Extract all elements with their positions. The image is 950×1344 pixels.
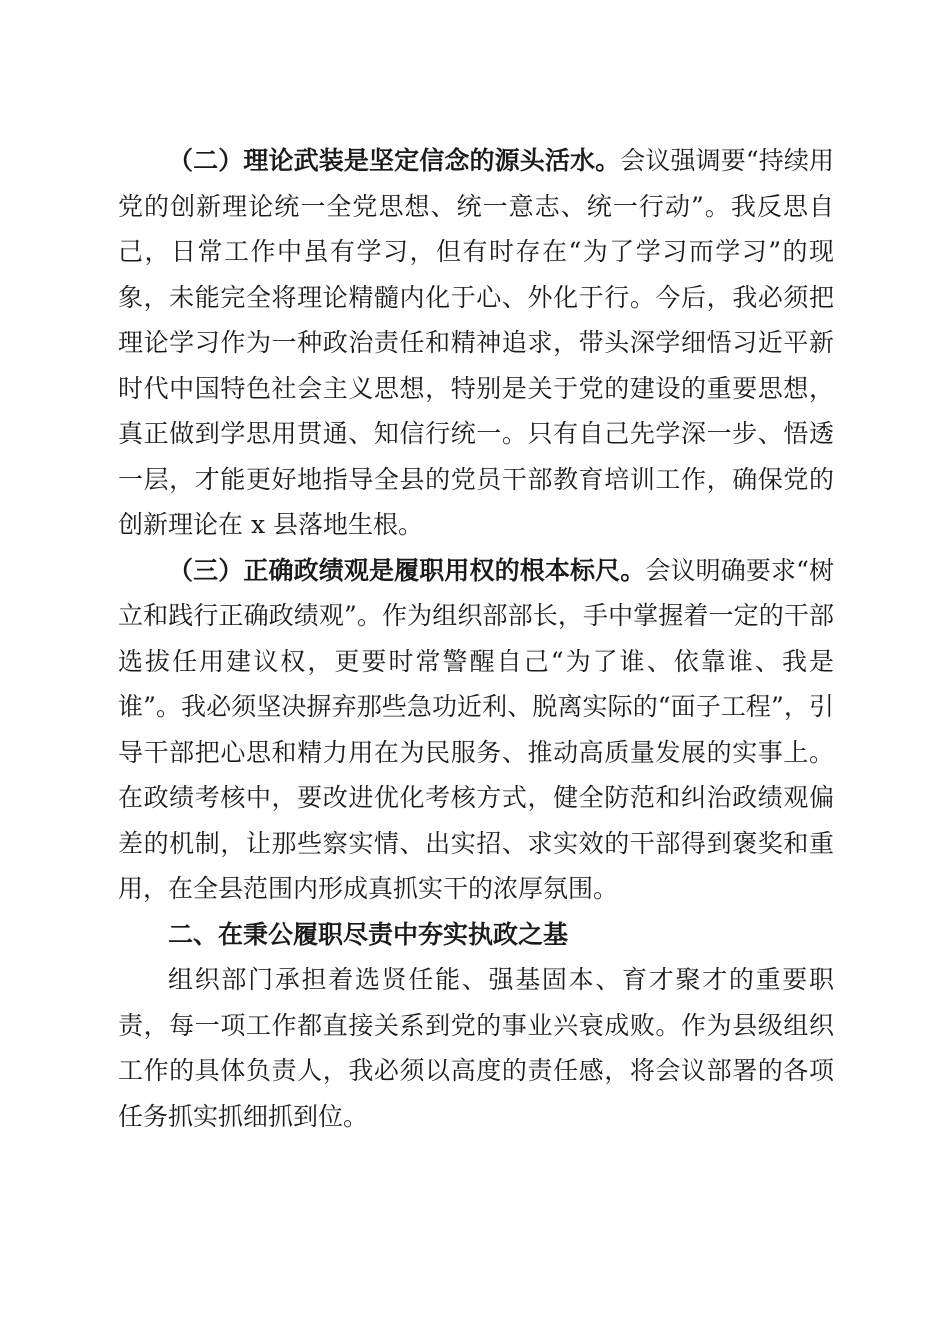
section-heading: 二、在秉公履职尽责中夯实执政之基 — [168, 919, 569, 949]
paragraph-theory — [118, 138, 834, 548]
paragraph-lead: （二）理论武装是坚定信念的源头活水。 — [168, 146, 621, 175]
paragraph-closing: 组织部门承担着选贤任能、强基固本、育才聚才的重要职责，每一项工作都直接关系到党的事业兴衰成败。作为县级组织工作的具体负责人，我必须以高度的责任感，将会议部署的各项任务抓实抓细抓到位。 — [118, 965, 834, 1131]
paragraph-performance-view — [118, 548, 834, 912]
paragraph-lead: （三）正确政绩观是履职用权的根本标尺。 — [168, 555, 646, 585]
document-page — [118, 138, 834, 1139]
paragraph-body: 会议明确要求“树立和践行正确政绩观”。作为组织部部长，手中掌握着一定的干部选拔任用建议权，更要时常警醒自己“为了谁、依靠谁、我是谁”。我必须坚决摒弃那些急功近利、脱离实际的“面子工程”，引导干部把心思和精力用在为民服务、推动高质量发展的实事上。在政绩考核中，要改进优化考核方式，健全防范和纠治政绩观偏差的机制，让那些察实情、出实招、求实效的干部得到褒奖和重用，在全县范围内形成真抓实干的浓厚氛围。 — [118, 555, 834, 903]
paragraph-body: 会议强调要“持续用党的创新理论统一全党思想、统一意志、统一行动”。我反思自己，日常工作中虽有学习，但有时存在“为了学习而学习”的现象，未能完全将理论精髓内化于心、外化于行。今后，我必须把理论学习作为一种政治责任和精神追求，带头深学细悟习近平新时代中国特色社会主义思想，特别是关于党的建设的重要思想，真正做到学思用贯通、知信行统一。只有自己先学深一步、悟透一层，才能更好地指导全县的党员干部教育培训工作，确保党的创新理论在 x 县落地生根。 — [118, 146, 834, 539]
